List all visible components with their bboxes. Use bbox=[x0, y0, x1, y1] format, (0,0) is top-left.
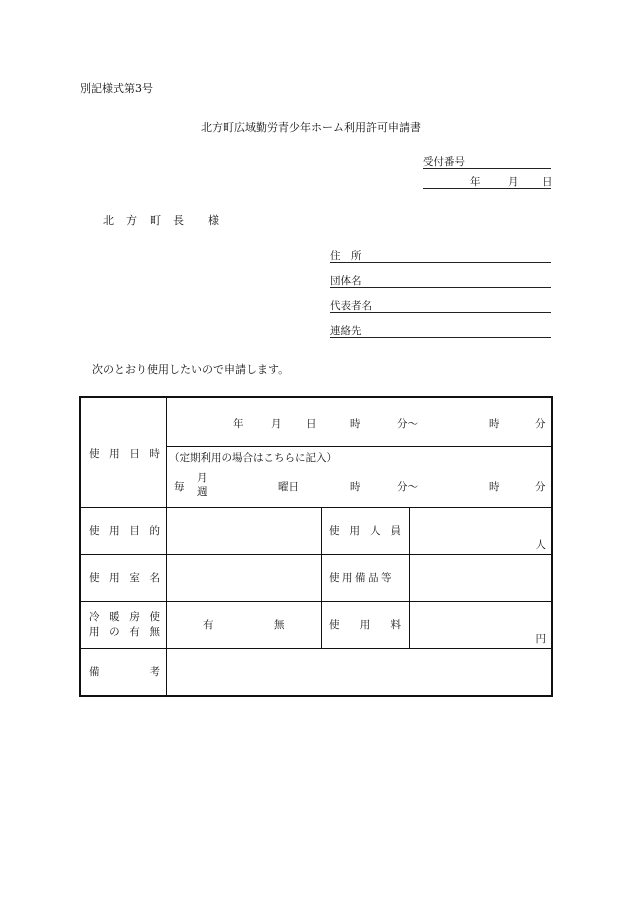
minute-from-label: 分〜 bbox=[397, 418, 418, 430]
label-char: 冷 bbox=[89, 610, 100, 623]
weekly-option[interactable]: 週 bbox=[197, 486, 208, 498]
request-sentence: 次のとおり使用したいので申請します。 bbox=[92, 363, 290, 376]
minute-to-label: 分 bbox=[535, 481, 546, 493]
addressee-char: 町 bbox=[150, 214, 161, 227]
usage-table bbox=[79, 396, 553, 697]
people-unit: 人 bbox=[535, 539, 546, 551]
label-char: 用 bbox=[349, 524, 360, 537]
label-char: 目 bbox=[129, 524, 140, 537]
receipt-number-label: 受付番号 bbox=[423, 156, 465, 168]
aircon-field[interactable] bbox=[167, 602, 321, 648]
address-label: 住 所 bbox=[330, 250, 362, 262]
datetime-single-row[interactable] bbox=[167, 398, 551, 446]
room-field[interactable] bbox=[167, 555, 321, 601]
col-divider bbox=[321, 507, 322, 648]
addressee-char: 方 bbox=[126, 214, 137, 227]
minute-from-label: 分〜 bbox=[397, 481, 418, 493]
label-char: 用 bbox=[89, 625, 100, 638]
aircon-label-line2 bbox=[89, 624, 160, 638]
purpose-label bbox=[89, 523, 160, 537]
label-char: 料 bbox=[390, 618, 401, 631]
label-char: 房 bbox=[129, 610, 140, 623]
label-char: 用 bbox=[359, 618, 371, 631]
hour-to-label: 時 bbox=[489, 418, 500, 430]
day-label: 日 bbox=[306, 418, 317, 430]
label-char: 暖 bbox=[109, 610, 120, 623]
label-char: 室 bbox=[129, 571, 140, 584]
addressee-char: 長 bbox=[173, 214, 184, 227]
page-title: 北方町広域勤労青少年ホーム利用許可申請書 bbox=[201, 121, 421, 134]
receipt-day-label: 日 bbox=[542, 176, 553, 188]
representative-label: 代表者名 bbox=[330, 300, 372, 312]
fee-unit: 円 bbox=[535, 633, 546, 645]
fee-field[interactable] bbox=[410, 602, 551, 648]
label-char: 使 bbox=[329, 618, 340, 631]
label-char: 用 bbox=[109, 447, 120, 460]
weekday-label: 曜日 bbox=[278, 481, 299, 493]
people-field[interactable] bbox=[410, 508, 551, 554]
periodic-note: （定期利用の場合はこちらに記入） bbox=[169, 452, 337, 464]
receipt-date-field[interactable] bbox=[423, 174, 551, 189]
label-char: 時 bbox=[149, 447, 160, 460]
hour-to-label: 時 bbox=[489, 481, 500, 493]
label-char: 名 bbox=[149, 571, 160, 584]
minute-to-label: 分 bbox=[535, 418, 546, 430]
contact-field[interactable] bbox=[330, 323, 551, 338]
label-char: 的 bbox=[149, 524, 160, 537]
label-char: 無 bbox=[149, 625, 160, 638]
hour-label: 時 bbox=[350, 418, 361, 430]
label-char: 使 bbox=[89, 447, 100, 460]
remarks-label bbox=[89, 664, 160, 678]
address-field[interactable] bbox=[330, 248, 551, 263]
label-char: 使 bbox=[149, 610, 160, 623]
contact-label: 連絡先 bbox=[330, 325, 362, 337]
label-char: 使 bbox=[89, 524, 100, 537]
label-char: 員 bbox=[390, 524, 401, 537]
label-char: 使 bbox=[89, 571, 100, 584]
label-char: 使 bbox=[329, 524, 340, 537]
year-label: 年 bbox=[233, 418, 244, 430]
representative-field[interactable] bbox=[330, 298, 551, 313]
form-number: 別記様式第3号 bbox=[80, 82, 153, 95]
label-char: 考 bbox=[149, 665, 160, 678]
room-label bbox=[89, 570, 160, 584]
aircon-label-line1 bbox=[89, 609, 160, 623]
receipt-year-label: 年 bbox=[470, 176, 481, 188]
remarks-field[interactable] bbox=[167, 649, 551, 695]
label-char: 有 bbox=[129, 625, 140, 638]
aircon-no-option[interactable]: 無 bbox=[274, 619, 285, 631]
hour-label: 時 bbox=[350, 481, 361, 493]
datetime-label bbox=[89, 446, 160, 460]
people-label bbox=[329, 523, 401, 537]
fee-label bbox=[329, 617, 401, 631]
organization-label: 団体名 bbox=[330, 275, 362, 287]
label-char: 人 bbox=[370, 524, 381, 537]
label-char: の bbox=[109, 625, 120, 638]
addressee-char: 北 bbox=[103, 214, 114, 227]
receipt-month-label: 月 bbox=[508, 176, 519, 188]
receipt-number-field[interactable] bbox=[423, 154, 551, 169]
label-char: 日 bbox=[129, 447, 140, 460]
equipment-label: 使用備品等 bbox=[329, 572, 394, 584]
label-char: 用 bbox=[109, 571, 120, 584]
aircon-yes-option[interactable]: 有 bbox=[203, 619, 214, 631]
label-char: 備 bbox=[89, 665, 100, 678]
label-char: 用 bbox=[109, 524, 120, 537]
every-label: 毎 bbox=[174, 481, 185, 493]
organization-field[interactable] bbox=[330, 273, 551, 288]
addressee-honorific: 様 bbox=[208, 214, 219, 227]
month-label: 月 bbox=[271, 418, 282, 430]
purpose-field[interactable] bbox=[167, 508, 321, 554]
datetime-periodic-row[interactable] bbox=[167, 447, 551, 507]
monthly-option[interactable]: 月 bbox=[197, 472, 208, 484]
equipment-field[interactable] bbox=[410, 555, 551, 601]
